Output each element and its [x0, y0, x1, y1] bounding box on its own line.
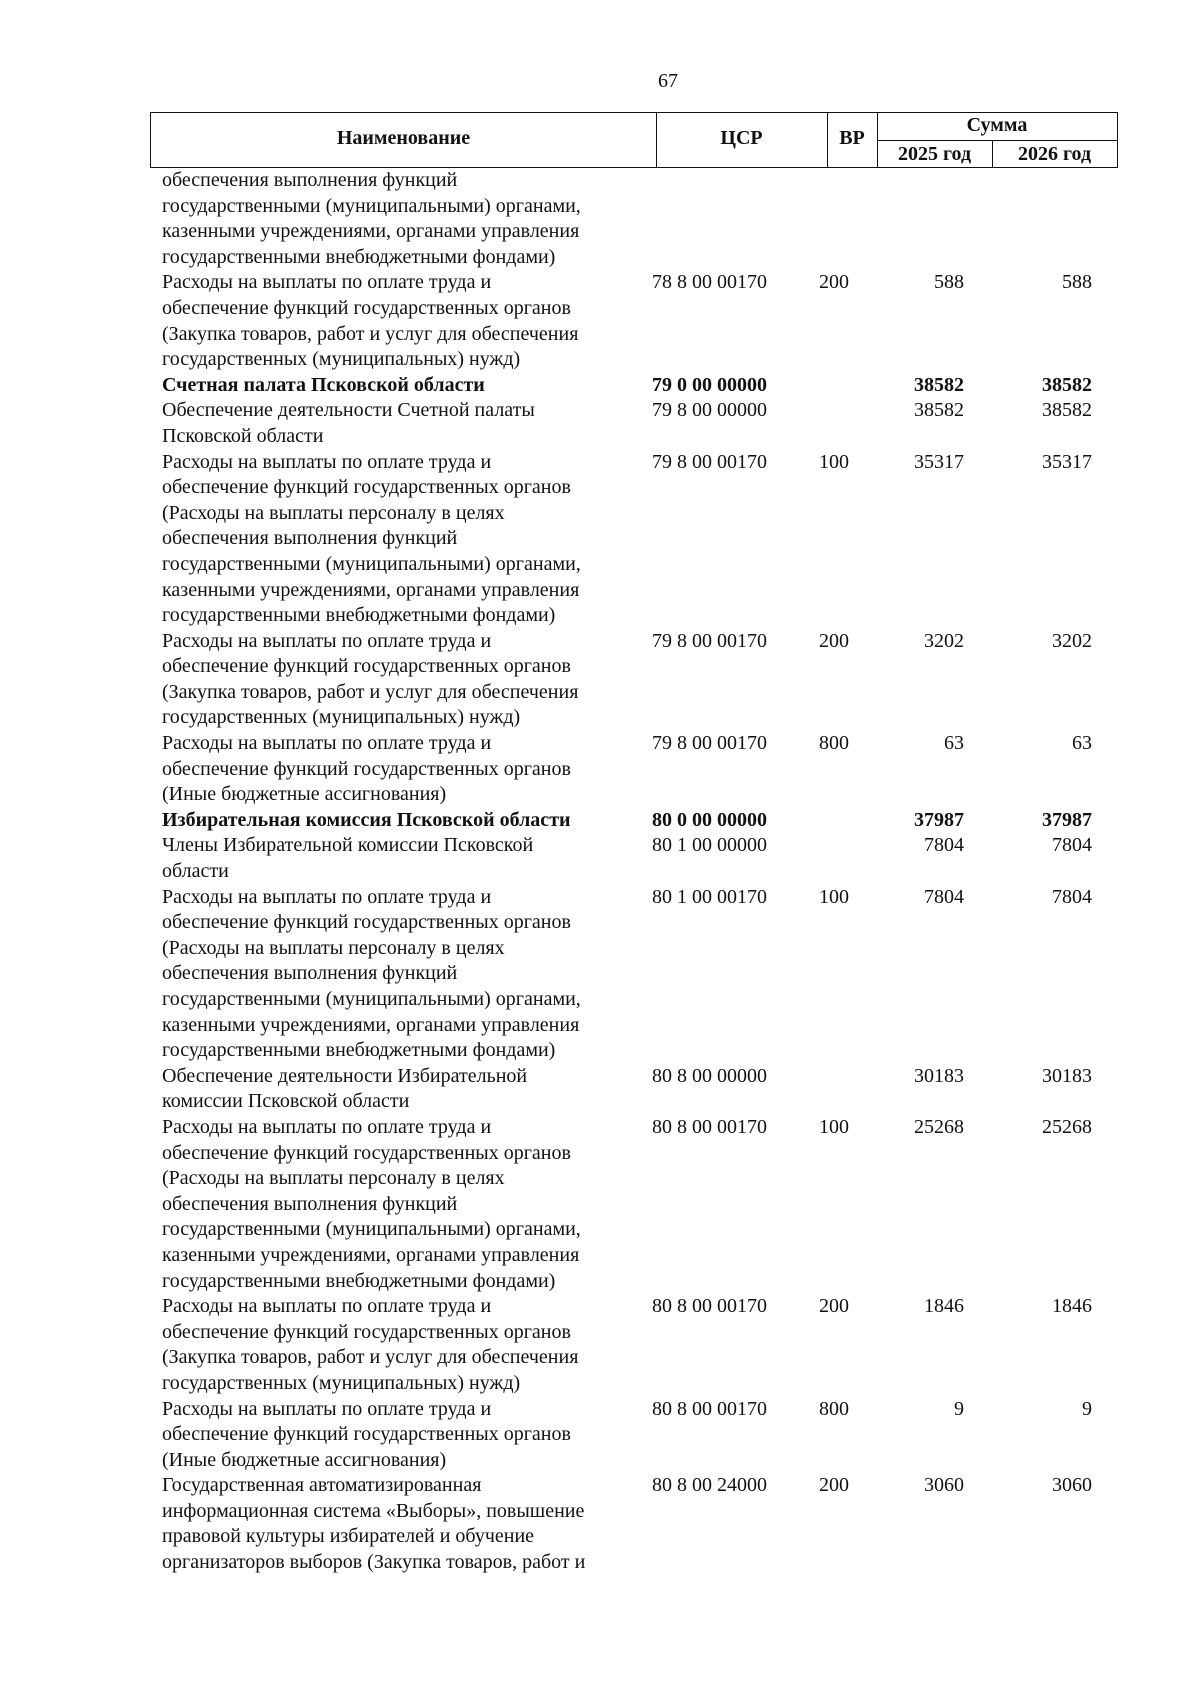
row-name-line: Расходы на выплаты по оплате труда и: [162, 732, 492, 755]
row-vr: [812, 373, 856, 399]
row-name-line: Расходы на выплаты по оплате труда и: [162, 885, 492, 908]
row-vr: 200: [819, 1474, 849, 1497]
row-name-line: государственных (муниципальных) нужд): [162, 348, 521, 371]
row-amount-2025: 30183: [914, 1064, 964, 1087]
row-amount-2025: 588: [934, 271, 964, 294]
row-name-line: казенными учреждениями, органами управления: [162, 220, 580, 243]
row-csr: 79 8 00 00000: [652, 399, 767, 422]
row-name: [162, 398, 632, 449]
row-name-line: казенными учреждениями, органами управления: [162, 1243, 580, 1266]
row-amount-2025: 9: [954, 1397, 964, 1420]
row-name-line: информационная система «Выборы», повышение: [162, 1499, 585, 1522]
row-name-line: Избирательная комиссия Псковской области: [162, 808, 571, 831]
row-name: [162, 808, 632, 834]
row-csr: 80 8 00 24000: [652, 1474, 767, 1497]
row-amount-2025: 38582: [914, 399, 964, 422]
row-amount-2026: 30183: [1042, 1064, 1092, 1087]
row-name-line: государственных (муниципальных) нужд): [162, 706, 521, 729]
row-csr: 80 8 00 00170: [652, 1295, 767, 1318]
header-year-2025: 2025 год: [897, 143, 972, 165]
row-vr: 800: [819, 732, 849, 755]
header-sum: Сумма: [966, 114, 1028, 136]
row-vr: 100: [819, 1115, 849, 1138]
row-name-line: Расходы на выплаты по оплате труда и: [162, 629, 492, 652]
row-vr: [812, 168, 856, 270]
row-name-line: государственными внебюджетными фондами): [162, 1039, 556, 1062]
row-name-line: Расходы на выплаты по оплате труда и: [162, 1295, 492, 1318]
row-csr: [632, 168, 812, 270]
row-name-line: обеспечения выполнения функций: [162, 962, 458, 985]
table-row: [162, 808, 1112, 834]
row-name-line: государственными (муниципальными) органами,: [162, 988, 581, 1010]
table-row: [162, 885, 1112, 1064]
row-name-line: правовой культуры избирателей и обучение: [162, 1525, 535, 1548]
row-name-line: Расходы на выплаты по оплате труда и: [162, 1115, 492, 1138]
row-amount-2025: 7804: [924, 885, 964, 908]
row-amount-2026: 7804: [1052, 834, 1092, 857]
row-name-line: обеспечения выполнения функций: [162, 527, 458, 550]
row-name-line: Обеспечение деятельности Избирательной: [162, 1064, 528, 1087]
row-name-line: обеспечение функций государственных органов: [162, 1320, 571, 1343]
row-name-line: организаторов выборов (Закупка товаров, работ и: [162, 1551, 586, 1574]
row-name-line: Расходы на выплаты по оплате труда и: [162, 450, 492, 473]
row-vr: [812, 1064, 856, 1115]
header-year-2026: 2026 год: [1017, 143, 1092, 165]
header-csr: ЦСР: [720, 127, 763, 149]
header-divider: [877, 140, 1117, 141]
row-name-line: государственными (муниципальными) органами,: [162, 1218, 581, 1241]
table-header: [150, 112, 1118, 168]
row-name: [162, 1294, 632, 1396]
row-name: [162, 450, 632, 629]
row-csr: 80 0 00 00000: [652, 808, 767, 831]
row-name-line: (Расходы на выплаты персоналу в целях: [162, 1167, 505, 1190]
row-csr: 79 8 00 00170: [652, 450, 767, 473]
row-csr: 79 0 00 00000: [652, 373, 767, 396]
row-amount-2026: 35317: [1042, 450, 1092, 473]
row-amount-2025: [856, 168, 976, 270]
table-row: [162, 450, 1112, 629]
row-amount-2026: [976, 168, 1096, 270]
row-amount-2026: 63: [1072, 732, 1092, 755]
row-csr: 79 8 00 00170: [652, 732, 767, 755]
row-name-line: Члены Избирательной комиссии Псковской: [162, 834, 534, 857]
row-name-line: (Расходы на выплаты персоналу в целях: [162, 501, 505, 524]
row-csr: 80 8 00 00170: [652, 1115, 767, 1138]
row-name-line: государственными внебюджетными фондами): [162, 245, 556, 268]
row-vr: 200: [819, 271, 849, 294]
row-csr: 80 1 00 00000: [652, 834, 767, 857]
row-amount-2026: 38582: [1042, 399, 1092, 422]
row-name: [162, 833, 632, 884]
table-row: [162, 731, 1112, 808]
row-name-line: обеспечения выполнения функций: [162, 1192, 458, 1215]
row-csr: 78 8 00 00170: [652, 271, 767, 294]
row-name-line: Счетная палата Псковской области: [162, 373, 485, 396]
row-amount-2026: 37987: [1042, 808, 1092, 831]
row-amount-2026: 7804: [1052, 885, 1092, 908]
table-row: [162, 373, 1112, 399]
row-name-line: (Иные бюджетные ассигнования): [162, 1448, 447, 1471]
row-amount-2026: 9: [1082, 1397, 1092, 1420]
row-amount-2026: 588: [1062, 271, 1092, 294]
table-row: [162, 1397, 1112, 1474]
row-name: [162, 373, 632, 399]
row-name: [162, 1473, 632, 1575]
row-name-line: (Иные бюджетные ассигнования): [162, 783, 447, 806]
table-row: [162, 168, 1112, 270]
row-vr: 100: [819, 885, 849, 908]
table-row: [162, 1064, 1112, 1115]
row-name: [162, 885, 632, 1064]
row-amount-2025: 3060: [924, 1474, 964, 1497]
row-csr: 80 8 00 00000: [652, 1064, 767, 1087]
row-name-line: государственными (муниципальными) органами,: [162, 552, 581, 575]
row-amount-2025: 37987: [914, 808, 964, 831]
row-name-line: Государственная автоматизированная: [162, 1474, 482, 1497]
row-amount-2025: 1846: [924, 1295, 964, 1318]
row-name-line: обеспечение функций государственных органов: [162, 757, 571, 780]
table-body: [162, 168, 1112, 1576]
row-name: [162, 629, 632, 731]
page-number: 67: [658, 70, 678, 92]
row-name: [162, 168, 632, 270]
row-name-line: комиссии Псковской области: [162, 1090, 410, 1113]
row-amount-2026: 25268: [1042, 1115, 1092, 1138]
row-name: [162, 1115, 632, 1294]
row-vr: 800: [819, 1397, 849, 1420]
row-name-line: государственными внебюджетными фондами): [162, 604, 556, 627]
row-amount-2025: 25268: [914, 1115, 964, 1138]
row-amount-2026: 3202: [1052, 629, 1092, 652]
table-row: [162, 398, 1112, 449]
row-name-line: Псковской области: [162, 424, 324, 447]
header-vr: ВР: [839, 127, 865, 149]
row-csr: 80 8 00 00170: [652, 1397, 767, 1420]
row-csr: 80 1 00 00170: [652, 885, 767, 908]
row-name-line: казенными учреждениями, органами управления: [162, 578, 580, 601]
row-amount-2025: 3202: [924, 629, 964, 652]
row-name: [162, 1397, 632, 1474]
row-name-line: (Закупка товаров, работ и услуг для обеспечения: [162, 1346, 579, 1369]
row-name-line: обеспечение функций государственных органов: [162, 296, 571, 319]
row-name-line: обеспечения выполнения функций: [162, 169, 458, 191]
row-name-line: обеспечение функций государственных органов: [162, 1423, 571, 1446]
row-name-line: области: [162, 860, 229, 883]
row-vr: 200: [819, 1295, 849, 1318]
row-amount-2026: 1846: [1052, 1295, 1092, 1318]
row-amount-2026: 3060: [1052, 1474, 1092, 1497]
table-row: [162, 629, 1112, 731]
row-vr: [812, 808, 856, 834]
row-amount-2025: 63: [944, 732, 964, 755]
row-csr: 79 8 00 00170: [652, 629, 767, 652]
table-row: [162, 1115, 1112, 1294]
row-amount-2025: 35317: [914, 450, 964, 473]
row-name-line: обеспечение функций государственных органов: [162, 476, 571, 499]
row-name-line: Расходы на выплаты по оплате труда и: [162, 271, 492, 294]
row-name: [162, 270, 632, 372]
row-vr: 100: [819, 450, 849, 473]
table-row: [162, 1473, 1112, 1575]
row-vr: 200: [819, 629, 849, 652]
row-vr: [812, 398, 856, 449]
row-name-line: казенными учреждениями, органами управления: [162, 1013, 580, 1036]
row-name: [162, 1064, 632, 1115]
table-row: [162, 270, 1112, 372]
row-name-line: (Расходы на выплаты персоналу в целях: [162, 936, 505, 959]
row-name-line: государственными внебюджетными фондами): [162, 1269, 556, 1292]
row-name-line: государственных (муниципальных) нужд): [162, 1371, 521, 1394]
row-name-line: обеспечение функций государственных органов: [162, 911, 571, 934]
row-amount-2026: 38582: [1042, 373, 1092, 396]
row-name-line: Обеспечение деятельности Счетной палаты: [162, 399, 535, 422]
header-name: Наименование: [336, 127, 471, 149]
row-amount-2025: 7804: [924, 834, 964, 857]
row-name-line: государственными (муниципальными) органами,: [162, 194, 581, 217]
table-row: [162, 1294, 1112, 1396]
row-name-line: обеспечение функций государственных органов: [162, 655, 571, 678]
table-row: [162, 833, 1112, 884]
row-vr: [812, 833, 856, 884]
row-name-line: (Закупка товаров, работ и услуг для обеспечения: [162, 322, 579, 345]
row-name-line: Расходы на выплаты по оплате труда и: [162, 1397, 492, 1420]
row-name: [162, 731, 632, 808]
row-amount-2025: 38582: [914, 373, 964, 396]
row-name-line: (Закупка товаров, работ и услуг для обеспечения: [162, 680, 579, 703]
row-name-line: обеспечение функций государственных органов: [162, 1141, 571, 1164]
